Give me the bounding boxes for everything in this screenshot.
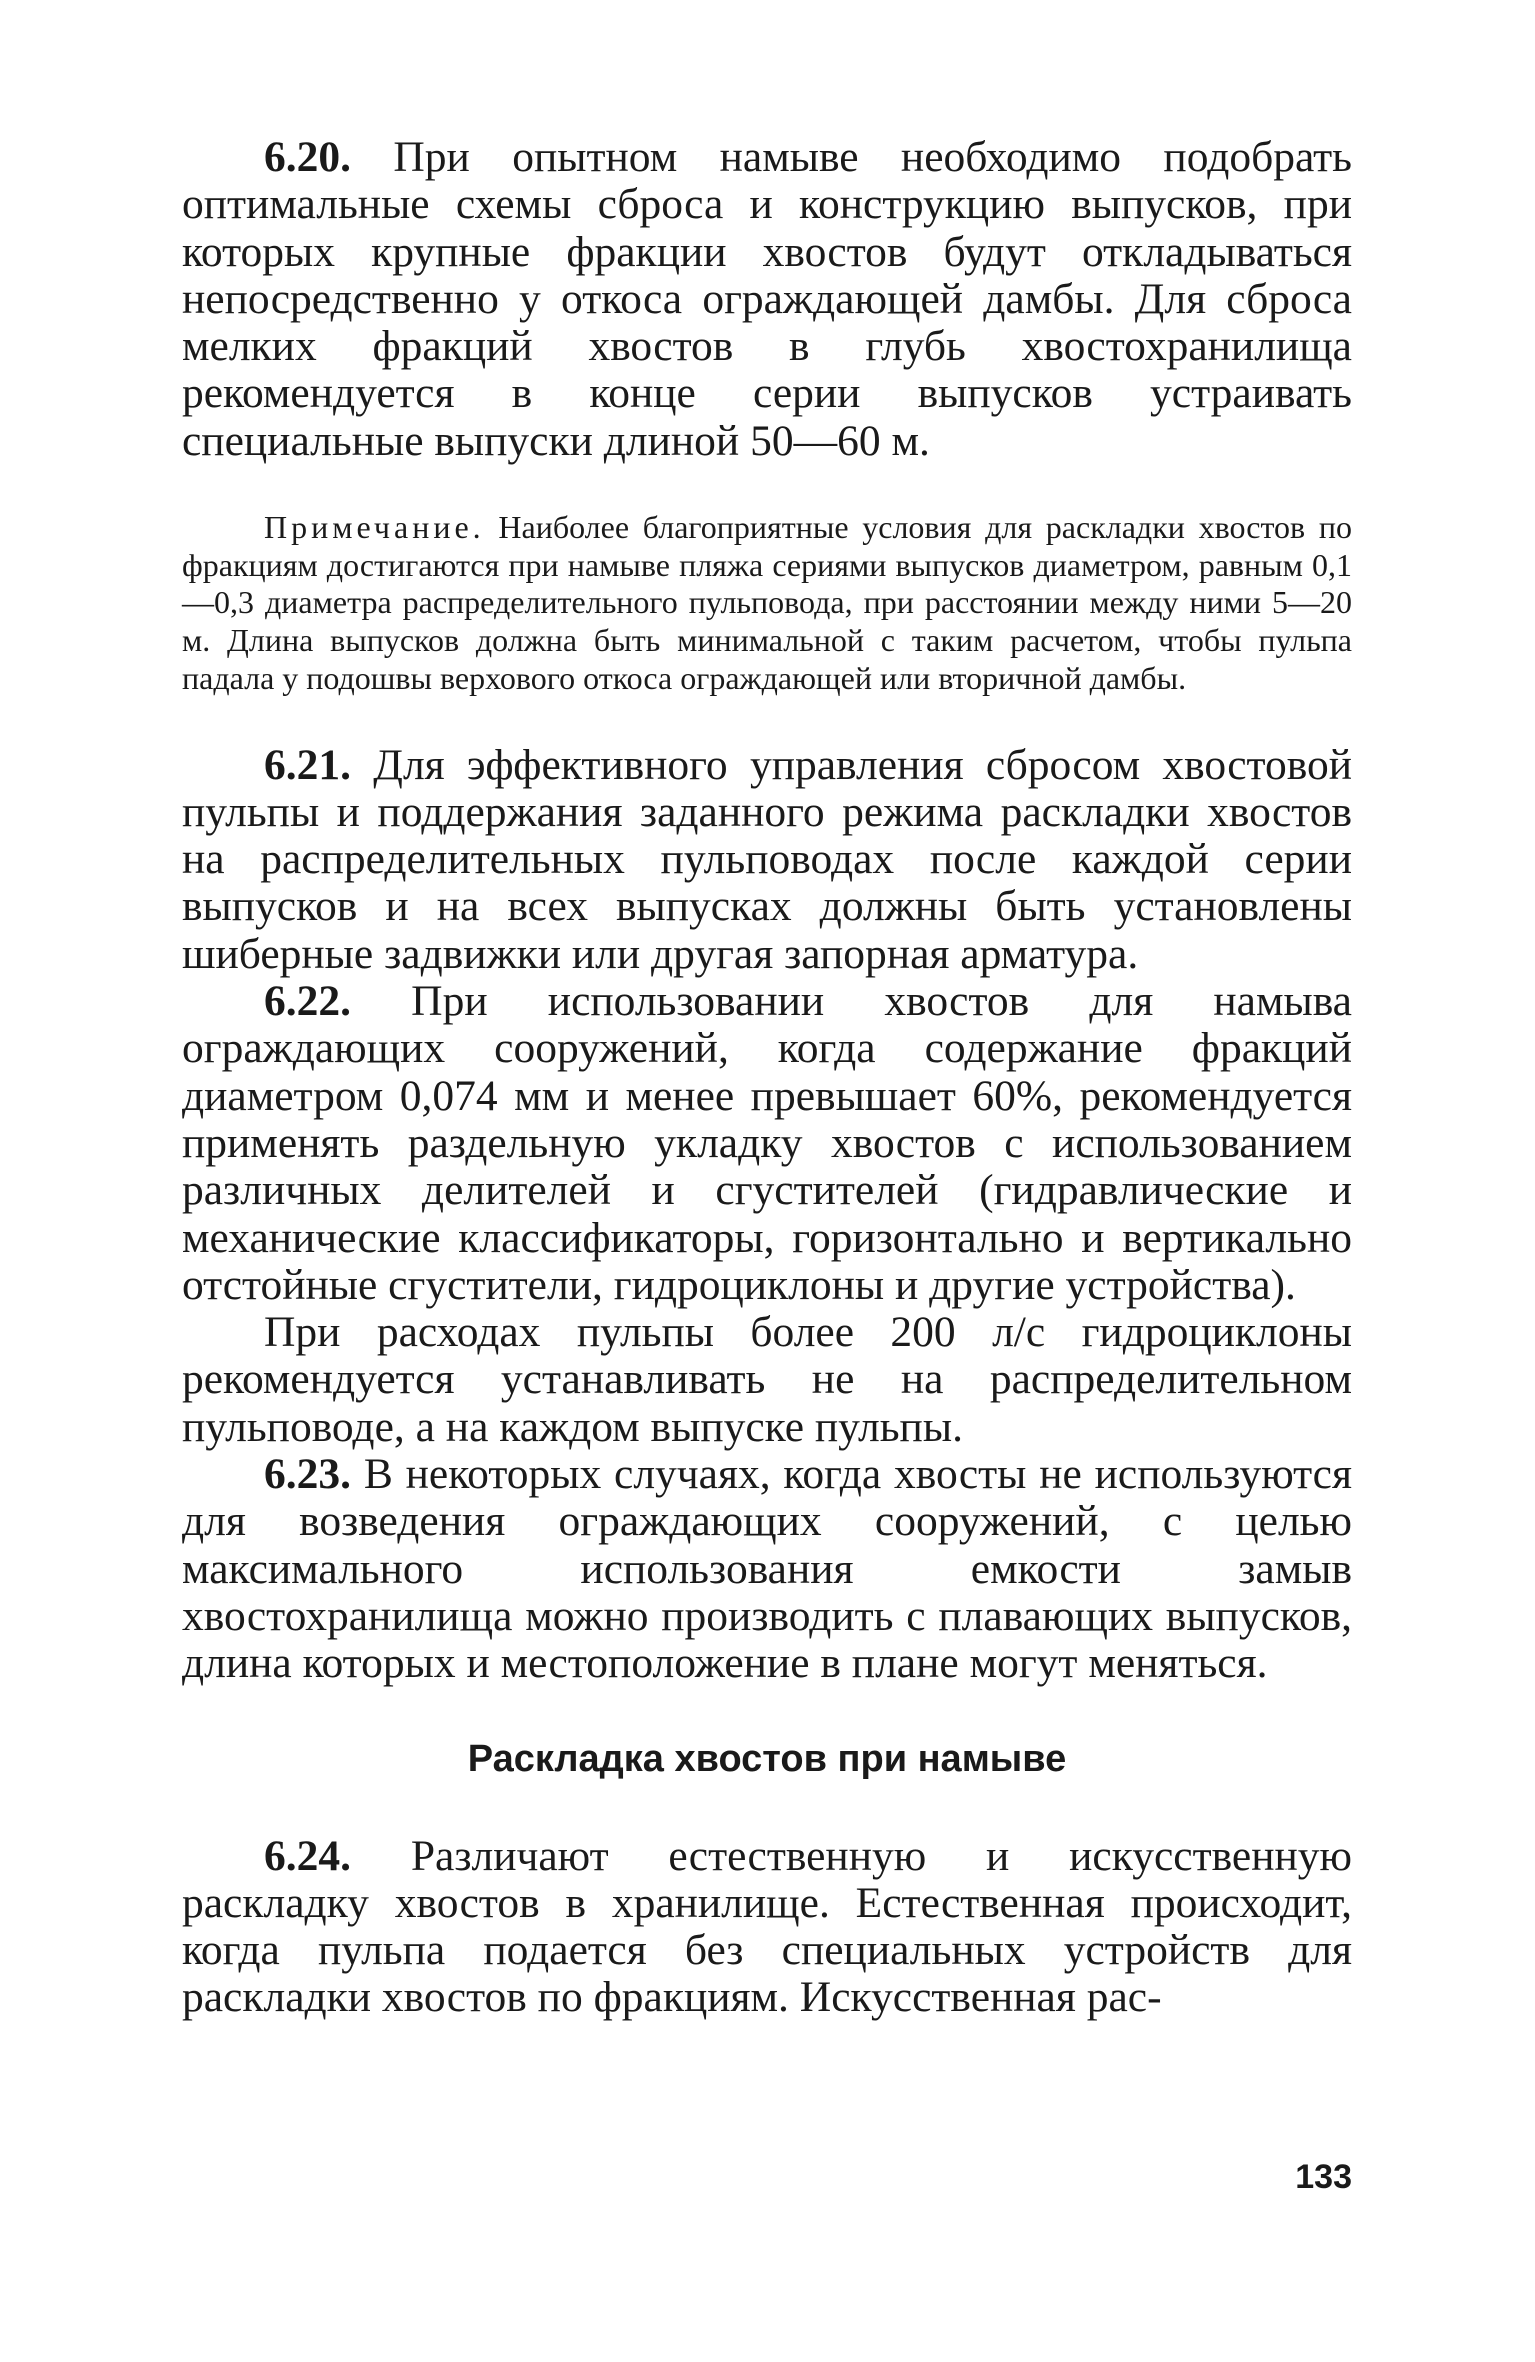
paragraph-6-20 [182,134,1352,465]
paragraph-6-23 [182,1451,1352,1687]
section-heading: Раскладка хвостов при намыве [467,1737,1067,1780]
paragraph-6-22-continuation [182,1309,1352,1451]
paragraph-number: 6.22. [264,977,351,1026]
page-number: 133 [1295,2158,1352,2196]
paragraph-6-22 [182,978,1352,1309]
paragraph-6-24 [182,1833,1352,2022]
paragraph-number: 6.23. [264,1450,351,1499]
text-column [182,134,1352,2022]
note-label: Примечание. [264,509,485,546]
paragraph-text: Для эффективного управления сбросом хвостовой пульпы и поддержания заданного режима раскладки хвостов на распределительных пульповодах после каждой серии выпусков и на всех выпусках должны быть установлены шиберные задвижки или другая запорная арматура. [182,740,1352,978]
paragraph-number: 6.24. [264,1831,351,1880]
paragraph-6-21 [182,742,1352,978]
note-block [182,509,1352,698]
paragraph-text: В некоторых случаях, когда хвосты не используются для возведения ограждающих сооружений, с целью максимального использования емкости замыв хвостохранилища можно производить с плавающих выпусков, длина которых и местоположение в плане могут меняться. [182,1450,1352,1688]
note-text: Наиболее благоприятные условия для раскладки хвостов по фракциям достигаются при намыве пляжа сериями выпусков диаметром, равным 0,1—0,3 диаметра распределительного пульповода, при расстоянии между ними 5—20 м. Длина выпусков должна быть минимальной с таким расчетом, чтобы пульпа падала у подошвы верхового откоса ограждающей или вторичной дамбы. [182,509,1353,696]
paragraph-text: При расходах пульпы более 200 л/с гидроциклоны рекомендуется устанавливать не на распределительном пульповоде, а на каждом выпуске пульпы. [182,1308,1352,1451]
paragraph-number: 6.20. [264,133,351,181]
paragraph-text: Различают естественную и искусственную раскладку хвостов в хранилище. Естественная происходит, когда пульпа подается без специальных устройств для раскладки хвостов по фракциям. Искусственная рас- [182,1831,1352,2022]
paragraph-text: При опытном намыве необходимо подобрать оптимальные схемы сброса и конструкцию выпусков, при которых крупные фракции хвостов будут откладываться непосредственно у откоса ограждающей дамбы. Для сброса мелких фракций хвостов в глубь хвостохранилища рекомендуется в конце серии выпусков устраивать специальные выпуски длиной 50—60 м. [182,133,1352,465]
paragraph-number: 6.21. [264,740,351,789]
paragraph-text: При использовании хвостов для намыва ограждающих сооружений, когда содержание фракций диаметром 0,074 мм и менее превышает 60%, рекомендуется применять раздельную укладку хвостов с использованием различных делителей и сгустителей (гидравлические и механические классификаторы, горизонтально и вертикально отстойные сгустители, гидроциклоны и другие устройства). [182,977,1352,1309]
